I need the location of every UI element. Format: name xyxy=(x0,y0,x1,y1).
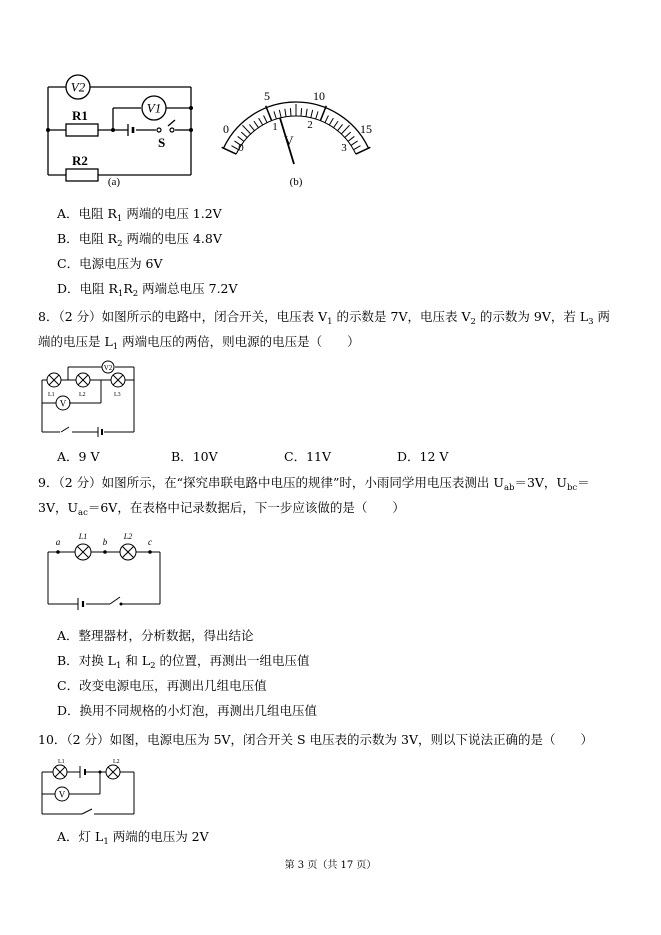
point-c-label: c xyxy=(148,537,152,547)
v-label: V xyxy=(58,789,66,800)
question-score: （2 分） xyxy=(66,732,110,747)
q9-option-b: B．对换 $L_1$ 和 $L_2$ 的位置，再测出一组电压值 xyxy=(57,653,310,671)
r1-label: R1 xyxy=(72,108,88,123)
dial-tick xyxy=(354,146,361,150)
dial-tick xyxy=(329,118,333,125)
dial-tick xyxy=(290,108,291,116)
l2-label: L2 xyxy=(123,532,133,541)
l1-label: L1 xyxy=(58,759,65,765)
l3-label: L3 xyxy=(114,392,121,398)
dial-tick xyxy=(345,132,351,137)
question-number: 10． xyxy=(38,732,67,747)
dial-bottom-label: 0 xyxy=(238,142,244,154)
v-label: V xyxy=(59,398,67,409)
figure-q9-circuit xyxy=(44,530,166,610)
q9-stem-line1: 9．（2 分）如图所示，在“探究串联电路中电压的规律”时，小雨同学用电压表测出 $U_{ab}=3V$，$U_{bc}=$ xyxy=(38,475,590,493)
q10-stem: 10．（2 分）如图，电源电压为 5V，闭合开关 S 电压表的示数为 3V，则以下说法正确的是（ ） xyxy=(38,732,594,747)
q8-option-d: D．12 V xyxy=(397,449,449,464)
figure-q8-circuit xyxy=(38,360,138,438)
dial-top-label: 15 xyxy=(360,122,372,136)
dial-unit: V xyxy=(284,133,294,148)
figure-q10-circuit xyxy=(38,756,138,818)
dial-tick xyxy=(316,111,318,119)
dial-tick xyxy=(301,108,302,116)
question-number: 8． xyxy=(38,309,59,324)
question-score: （2 分） xyxy=(58,309,102,324)
dial-tick xyxy=(274,111,276,119)
dial-tick xyxy=(325,115,329,122)
dial-tick xyxy=(341,125,349,134)
q7-option-b: B．电阻 $R_2$ 两端的电压 4.8V xyxy=(57,231,222,249)
dial-tick xyxy=(351,141,358,145)
l2-label: L2 xyxy=(113,759,120,765)
q7-option-a: A．电阻 $R_1$ 两端的电压 1.2V xyxy=(57,206,222,224)
dial-tick xyxy=(285,109,286,117)
dial-tick xyxy=(238,136,244,141)
q7-option-d: D．电阻 $R_1R_2$ 两端总电压 7.2V xyxy=(57,281,238,299)
dial-tick xyxy=(306,109,307,117)
dial-tick xyxy=(241,132,247,137)
dial-tick xyxy=(348,136,354,141)
question-score: （2 分） xyxy=(58,475,102,490)
dial-tick xyxy=(279,110,281,118)
figure-7b-voltmeter-dial xyxy=(218,86,378,190)
q10-option-a: A．灯 $L_1$ 两端的电压为 2V xyxy=(57,829,209,847)
v1-label: V1 xyxy=(146,100,162,116)
figure-b-caption: (b) xyxy=(289,176,303,188)
dial-top-label: 0 xyxy=(223,122,229,136)
l2-label: L2 xyxy=(79,392,86,398)
dial-top-label: 10 xyxy=(313,89,325,103)
q8-stem-line1: 8．（2 分）如图所示的电路中，闭合开关，电压表 $V_1$ 的示数是 7V，电压表 $V_2$ 的示数为 9V，若 $L_3$ 两 xyxy=(38,309,611,327)
q8-option-b: B．10V xyxy=(171,449,218,464)
point-b-label: b xyxy=(102,537,108,547)
dial-bottom-label: 1 xyxy=(272,121,278,133)
q8-option-c: C．11V xyxy=(284,449,332,464)
switch-label: S xyxy=(158,135,166,150)
dial-tick xyxy=(311,110,313,118)
dial-bottom-label: 3 xyxy=(341,142,347,154)
q7-option-c: C．电源电压为 6V xyxy=(57,256,163,271)
l1-label: L1 xyxy=(48,392,55,398)
dial-tick xyxy=(356,147,371,154)
figure-7a-circuit xyxy=(38,70,200,190)
q9-option-a: A．整理器材，分析数据，得出结论 xyxy=(57,628,254,643)
dial-bottom-label: 2 xyxy=(307,119,313,131)
figure-a-caption: (a) xyxy=(107,176,121,188)
dial-tick xyxy=(259,118,263,125)
dial-top-label: 5 xyxy=(264,89,270,103)
page-footer: 第 3 页（共 17 页） xyxy=(284,860,377,871)
question-number: 9． xyxy=(38,475,59,490)
dial-tick xyxy=(264,115,268,122)
r2-label: R2 xyxy=(72,153,88,168)
dial-tick xyxy=(222,147,237,154)
dial-tick xyxy=(242,125,250,134)
l1-label: L1 xyxy=(78,532,88,541)
q8-option-a: A．9 V xyxy=(57,449,100,464)
dial-tick xyxy=(249,124,254,130)
q9-option-c: C．改变电源电压，再测出几组电压值 xyxy=(57,678,267,693)
v2-label: V2 xyxy=(103,364,113,372)
q9-stem-line2: 3V，$U_{ac}=6V$，在表格中记录数据后，下一步应该做的是（ ） xyxy=(38,500,405,518)
dial-tick xyxy=(334,121,339,128)
point-a-label: a xyxy=(55,537,61,547)
q8-stem-line2: 端的电压是 $L_1$ 两端电压的两倍，则电源的电压是（ ） xyxy=(38,334,360,352)
q9-option-d: D．换用不同规格的小灯泡，再测出几组电压值 xyxy=(57,703,318,718)
dial-tick xyxy=(338,124,343,130)
q8-options xyxy=(57,449,477,465)
dial-tick xyxy=(254,121,259,128)
v2-label: V2 xyxy=(70,79,86,95)
